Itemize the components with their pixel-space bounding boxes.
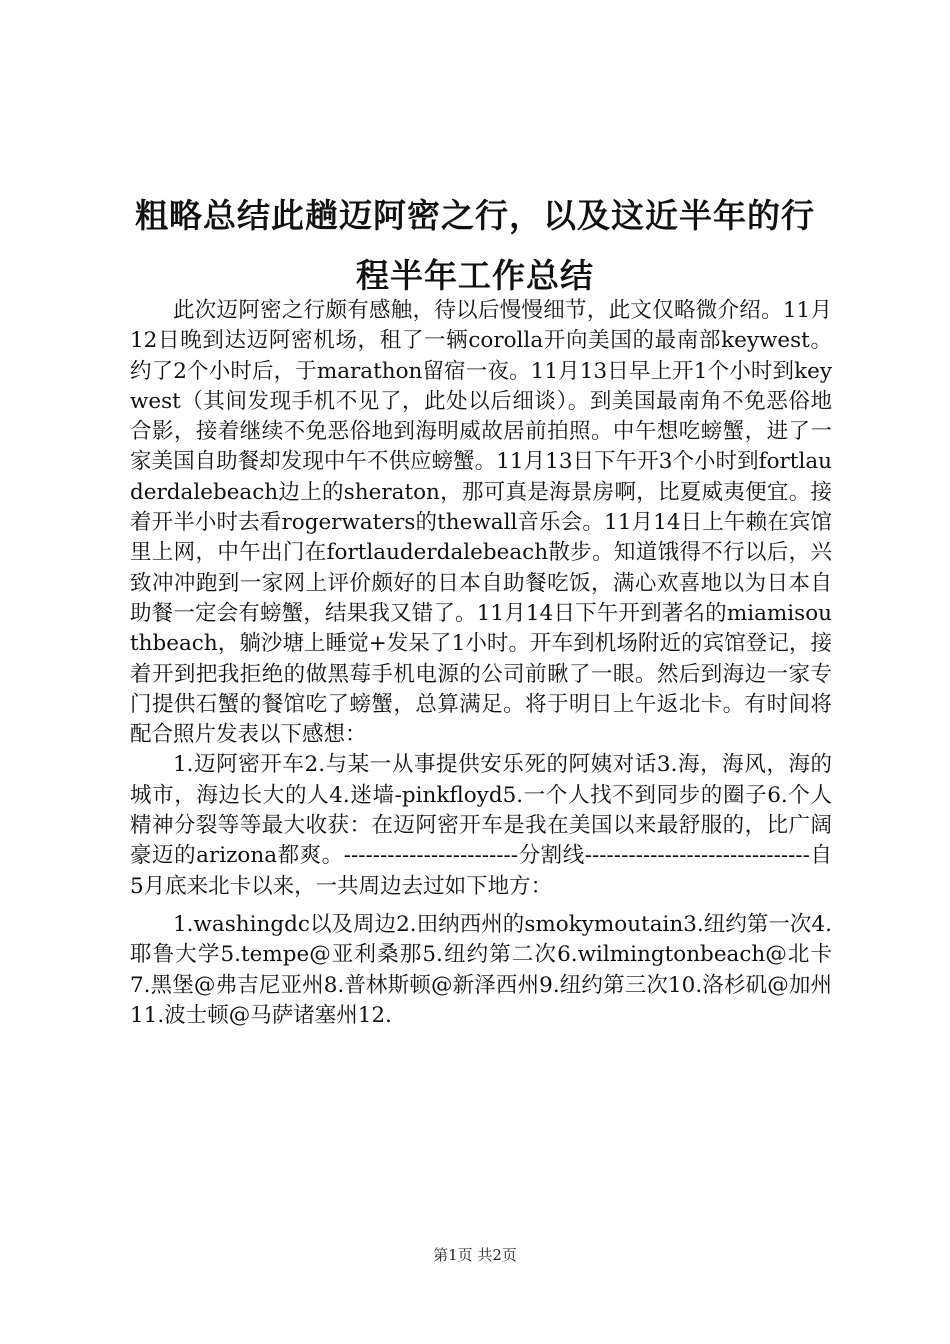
page-footer: 第1页 共2页 [433,1246,517,1264]
document-title-line2: 程半年工作总结 [356,256,594,295]
paragraph-places-list: 1.washingdc以及周边2.田纳西州的smokymoutain3.纽约第一次4.耶鲁大学5.tempe@亚利桑那5.纽约第二次6.wilmingtonbeach@北卡7.黑堡@弗吉尼亚州8.普林斯顿@新泽西州9.纽约第三次10.洛杉矶@加州11.波士顿@马萨诸塞州12. [130,911,832,1028]
paragraph-thoughts-list: 1.迈阿密开车2.与某一从事提供安乐死的阿姨对话3.海，海风，海的城市，海边长大的人4.迷墙-pinkfloyd5.一个人找不到同步的圈子6.个人精神分裂等等最大收获：在迈阿密开车是我在美国以来最舒服的，比广阔豪迈的arizona都爽。------------------------分割线-------------------------------自5月底来北卡以来，一共周边去过如下地方： [130,752,832,899]
paragraph-trip-summary: 此次迈阿密之行颇有感触，待以后慢慢细节，此文仅略微介绍。11月12日晚到达迈阿密机场，租了一辆corolla开向美国的最南部keywest。约了2个小时后，于marathon留宿一夜。11月13日早上开1个小时到keywest（其间发现手机不见了，此处以后细谈）。到美国最南角不免恶俗地合影，接着继续不免恶俗地到海明威故居前拍照。中午想吃螃蟹，进了一家美国自助餐却发现中午不供应螃蟹。11月13日下午开3个小时到fortlauderdalebeach边上的sheraton，那可真是海景房啊，比夏威夷便宜。接着开半小时去看rogerwaters的thewall音乐会。11月14日上午赖在宾馆里上网，中午出门在fortlauderdalebeach散步。知道饿得不行以后，兴致冲冲跑到一家网上评价颇好的日本自助餐吃饭，满心欢喜地以为日本自助餐一定会有螃蟹，结果我又错了。11月14日下午开到著名的miamisouthbeach，躺沙塘上睡觉+发呆了1小时。开车到机场附近的宾馆登记，接着开到把我拒绝的做黑莓手机电源的公司前瞅了一眼。然后到海边一家专门提供石蟹的餐馆吃了螃蟹，总算满足。将于明日上午返北卡。有时间将配合照片发表以下感想： [130,298,832,748]
document-title-line1: 粗略总结此趟迈阿密之行，以及这近半年的行 [135,196,815,235]
document-body [130,296,832,1031]
